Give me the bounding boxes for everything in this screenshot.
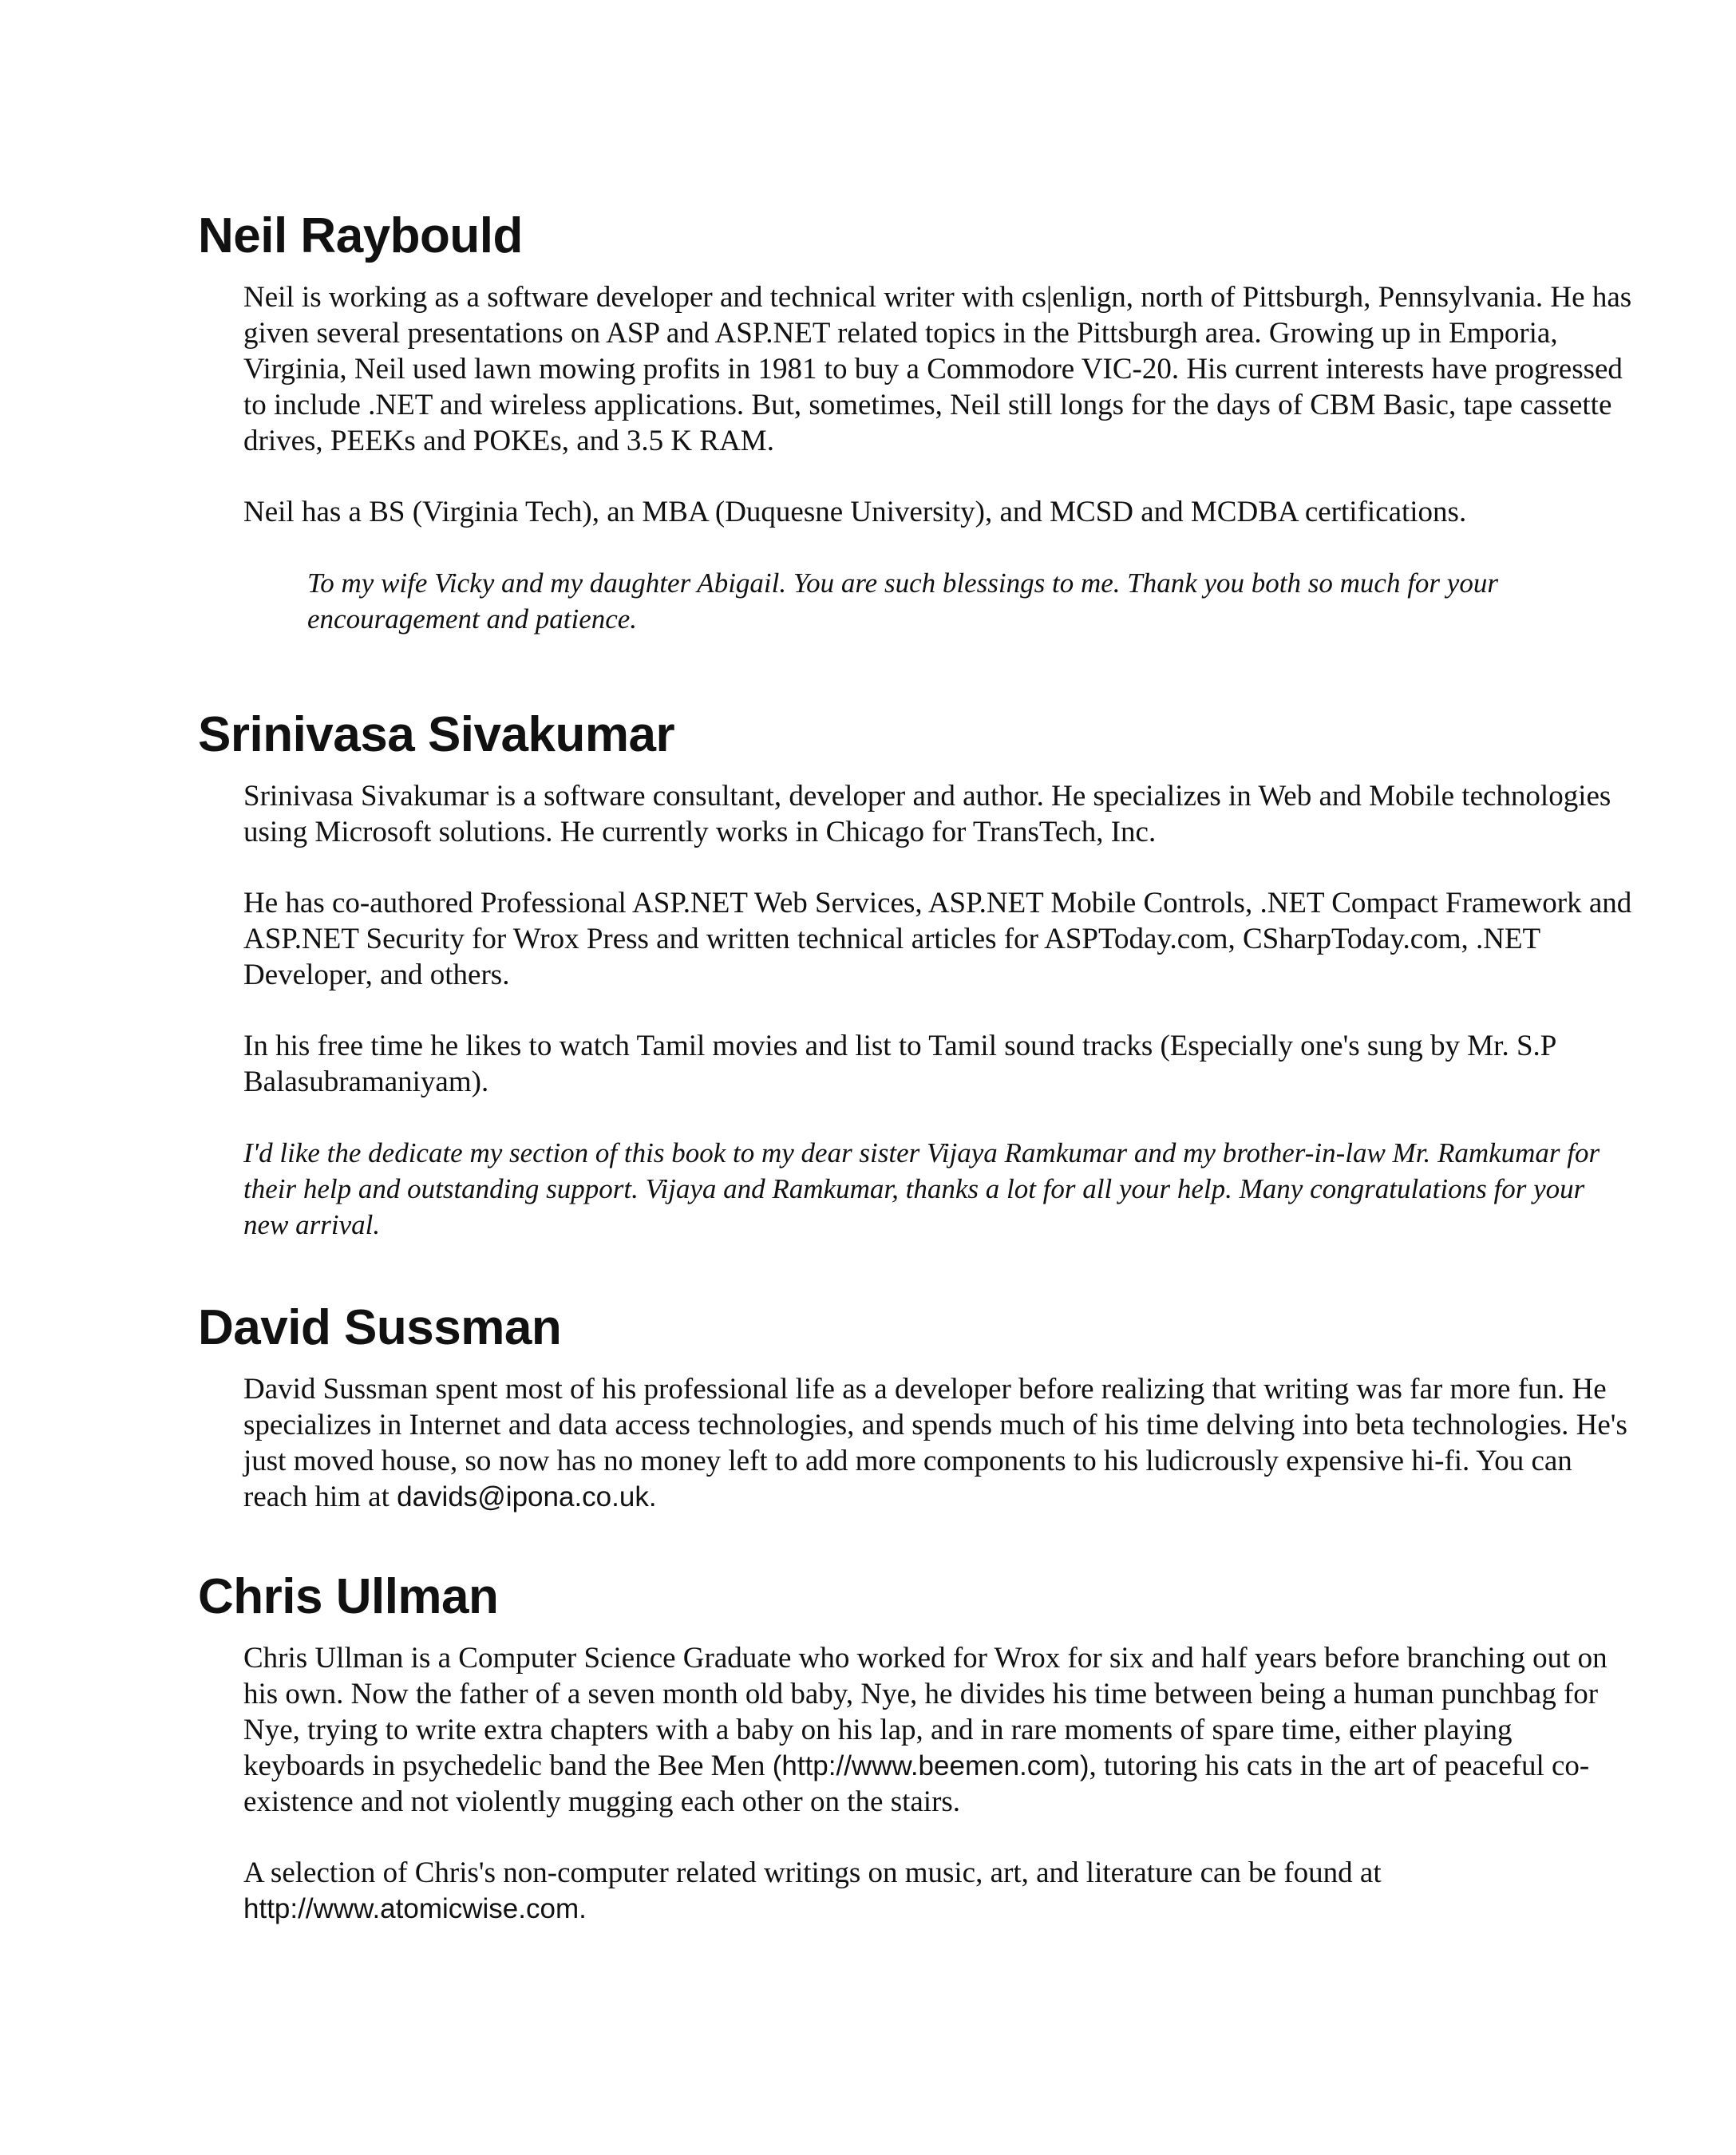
author-bio-text: A selection of Chris's non-computer related writings on music, art, and literature can be found at [243,1856,1382,1889]
author-email-link[interactable]: davids@ipona.co.uk. [397,1481,657,1512]
author-bio-paragraph: He has co-authored Professional ASP.NET Web Services, ASP.NET Mobile Controls, .NET Compact Framework and ASP.NET Security for Wrox Press and written technical articles for ASPToday.com, CSharpToday.com, .NET Developer, and others. [243,887,1632,991]
author-bio-paragraph [0,1640,1632,1820]
author-section-david-sussman [0,1299,1736,1515]
author-dedication: I'd like the dedicate my section of this book to my dear sister Vijaya Ramkumar and my brother-in-law Mr. Ramkumar for their help and outstanding support. Vijaya and Ramkumar, thanks a lot for all your help. Many congratulations for your new arrival. [243,1137,1600,1240]
author-bio-paragraph [0,1855,1632,1927]
author-bio-paragraph: In his free time he likes to watch Tamil movies and list to Tamil sound tracks (Especially one's sung by Mr. S.P Balasubramaniyam). [243,1030,1556,1098]
author-section-neil-raybould [0,208,1736,637]
author-bio-paragraph: Neil has a BS (Virginia Tech), an MBA (Duquesne University), and MCSD and MCDBA certifications. [243,496,1467,528]
author-name: David Sussman [198,1300,562,1355]
author-dedication: To my wife Vicky and my daughter Abigail. You are such blessings to me. Thank you both so much for your encouragement and patience. [307,567,1498,635]
beemen-website-link[interactable]: (http://www.beemen.com) [772,1750,1089,1781]
author-section-chris-ullman [0,1568,1736,1927]
author-bio-text: David Sussman spent most of his professional life as a developer before realizing that writing was far more fun. He specializes in Internet and data access technologies, and spends much of his time delving into beta technologies. He's just moved house, so now has no money left to add more components to his ludicrously expensive hi-fi. You can reach him at [243,1373,1627,1513]
author-section-srinivasa-sivakumar [0,706,1736,1243]
author-name: Srinivasa Sivakumar [198,707,675,762]
author-bio-text: , tutoring his cats in the art of peaceful co-existence and not violently mugging each other on the stairs. [243,1750,1590,1818]
author-bio-text: Chris Ullman is a Computer Science Graduate who worked for Wrox for six and half years before branching out on his own. Now the father of a seven month old baby, Nye, he divides his time between being a human punchbag for Nye, trying to write extra chapters with a baby on his lap, and in rare moments of spare time, either playing keyboards in psychedelic band the Bee Men [243,1642,1607,1782]
author-bio-paragraph: Srinivasa Sivakumar is a software consultant, developer and author. He specializes in Web and Mobile technologies using Microsoft solutions. He currently works in Chicago for TransTech, Inc. [243,780,1611,848]
author-bio-paragraph: Neil is working as a software developer and technical writer with cs|enlign, north of Pittsburgh, Pennsylvania. He has given several presentations on ASP and ASP.NET related topics in the Pittsburgh area. Growing up in Emporia, Virginia, Neil used lawn mowing profits in 1981 to buy a Commodore VIC-20. His current interests have progressed to include .NET and wireless applications. But, sometimes, Neil still longs for the days of CBM Basic, tape cassette drives, PEEKs and POKEs, and 3.5 K RAM. [243,281,1632,457]
atomicwise-website-link[interactable]: http://www.atomicwise.com. [243,1893,587,1924]
author-name: Chris Ullman [198,1569,499,1624]
author-bio-paragraph [0,1371,1632,1515]
author-name: Neil Raybould [198,208,523,263]
